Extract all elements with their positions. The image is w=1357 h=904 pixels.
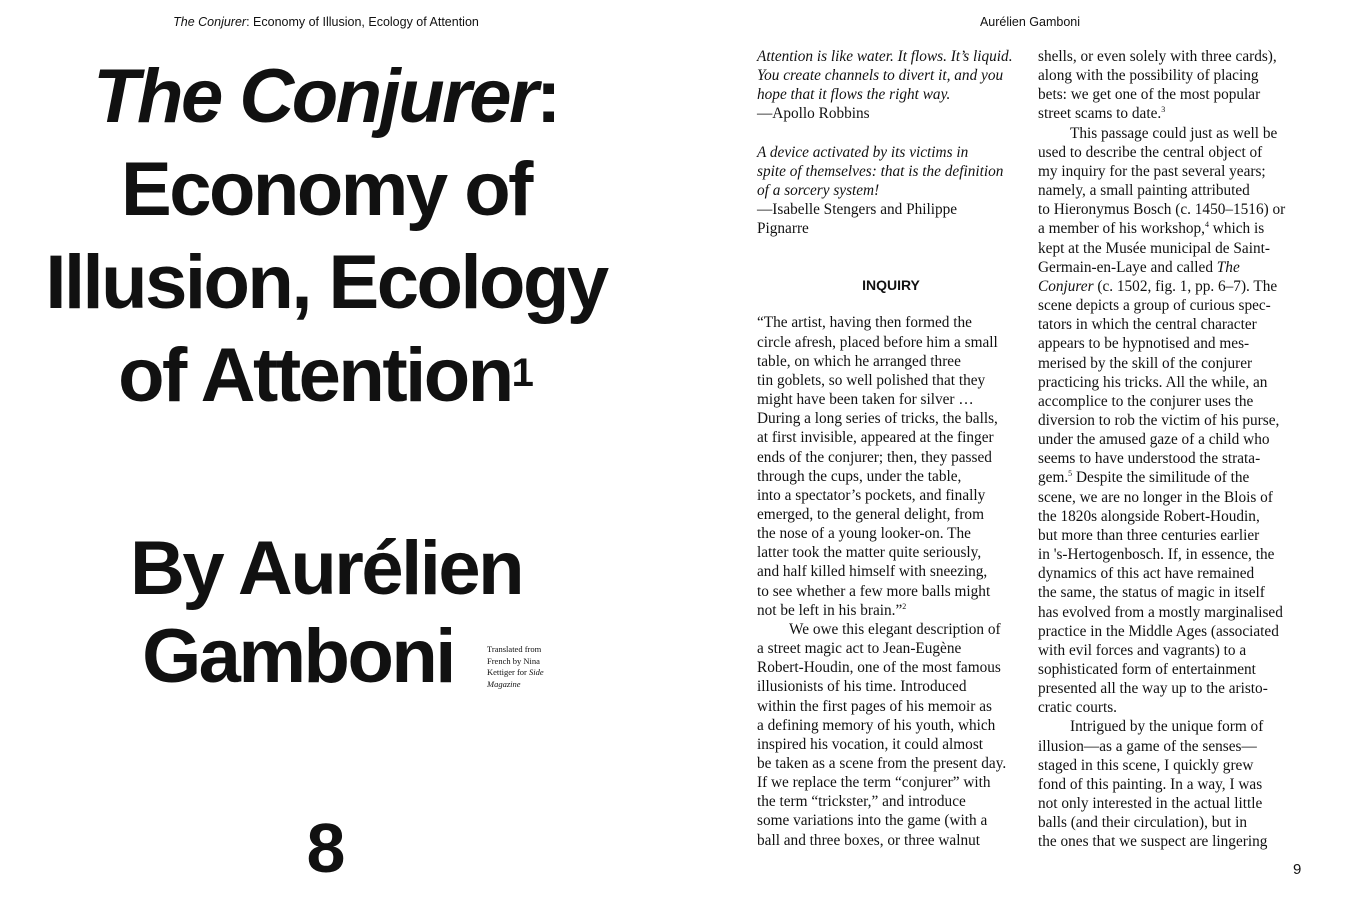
text-line: cratic courts. (1038, 699, 1117, 717)
paragraph-robert-houdin (757, 620, 1025, 850)
text-line: to see whether a few more balls might (757, 582, 991, 600)
text-line: inspired his vocation, it could almost (757, 735, 984, 753)
section-heading-inquiry: INQUIRY (862, 277, 920, 294)
footnote-marker-4[interactable]: 4 (1204, 220, 1209, 230)
text-line: some variations into the game (with a (757, 812, 988, 830)
scams-line (1038, 104, 1308, 123)
translator-note-line-3-text: Kettiger for (487, 667, 530, 677)
text-line: emerged, to the general delight, from (757, 505, 984, 523)
page-number-left: 8 (306, 809, 346, 887)
text-line: This passage could just as well be (1070, 124, 1278, 142)
called-line (1038, 258, 1308, 277)
translator-magazine-word2: Magazine (487, 678, 521, 689)
paragraph-bosch-museum (1038, 239, 1308, 258)
footnote-marker-3[interactable]: 3 (1161, 105, 1166, 115)
epigraph-stengers (757, 143, 1025, 239)
epigraph2-line3: of a sorcery system! (757, 181, 880, 199)
text-line: be taken as a scene from the present day. (757, 755, 1007, 772)
byline-line-1: By Aurélien (129, 526, 523, 611)
text-line: Robert-Houdin, one of the most famous (757, 659, 1001, 677)
text-line: practice in the Middle Ages (associated (1038, 622, 1279, 640)
title-line-4 (0, 329, 652, 422)
text-line: a street magic act to Jean-Eugène (757, 640, 962, 658)
text-line: into a spectator’s pockets, and finally (757, 486, 986, 504)
gem-rest: Despite the similitude of the (1072, 469, 1250, 487)
running-head-left-italic: The Conjurer (173, 15, 247, 29)
article-title (0, 50, 652, 422)
text-line: kept at the Musée municipal de Saint- (1038, 239, 1270, 257)
workshop-text: a member of his workshop, (1038, 220, 1205, 238)
text-line: has evolved from a mostly marginalised (1038, 603, 1283, 621)
byline-author-surname: Gamboni (142, 614, 454, 699)
text-line: bets: we get one of the most popular (1038, 86, 1261, 104)
translator-note (487, 644, 567, 690)
conjurer-rest: (c. 1502, fig. 1, pp. 6–7). The (1093, 277, 1278, 295)
translator-note-line-3 (487, 667, 567, 679)
gem-line (1038, 468, 1308, 487)
called-italic: The (1216, 258, 1240, 276)
paragraph-continuation (1038, 47, 1308, 104)
text-line: merised by the skill of the conjurer (1038, 354, 1253, 372)
text-line: sophisticated form of entertainment (1038, 661, 1256, 678)
quote-end-line (757, 601, 1025, 620)
text-line: We owe this elegant description of (789, 620, 1001, 638)
text-line: shells, or even solely with three cards), (1038, 48, 1277, 65)
running-head-left (0, 15, 652, 29)
translator-note-line-2: French by Nina (487, 655, 540, 666)
text-line: seems to have understood the strata- (1038, 450, 1261, 468)
paragraph-magic-status (1038, 488, 1308, 718)
text-line: circle afresh, placed before him a small (757, 333, 998, 351)
text-line: and half killed himself with sneezing, (757, 563, 988, 581)
text-line: staged in this scene, I quickly grew (1038, 756, 1254, 774)
text-line: the ones that we suspect are lingering (1038, 833, 1268, 851)
text-line: tators in which the central character (1038, 316, 1257, 334)
footnote-marker-5[interactable]: 5 (1068, 469, 1073, 479)
text-line: scene depicts a group of curious spec- (1038, 297, 1271, 315)
text-line: with evil forces and vagrants) to a (1038, 641, 1247, 659)
text-line: the 1820s alongside Robert-Houdin, (1038, 507, 1260, 525)
text-line: balls (and their circulation), but in (1038, 814, 1247, 832)
epigraph-robbins (757, 47, 1025, 124)
text-column-1 (757, 47, 1025, 850)
conjurer-italic: Conjurer (1038, 277, 1094, 295)
translator-magazine-word1: Side (529, 667, 544, 677)
text-line: appears to be hypnotised and mes- (1038, 335, 1250, 353)
text-line: scene, we are no longer in the Blois of (1038, 488, 1273, 506)
paragraph-intrigued (1038, 717, 1308, 851)
epigraph2-line1: A device activated by its victims in (757, 143, 969, 161)
running-head-right: Aurélien Gamboni (979, 15, 1081, 29)
quote-end-text: not be left in his brain.” (757, 601, 903, 619)
epigraph2-line2: spite of themselves: that is the definition (757, 162, 1004, 180)
text-line: not only interested in the actual little (1038, 795, 1263, 813)
text-line: used to describe the central object of (1038, 143, 1263, 161)
text-line: through the cups, under the table, (757, 467, 962, 485)
text-line: presented all the way up to the aristo- (1038, 680, 1268, 698)
scams-text: street scams to date. (1038, 105, 1162, 123)
text-line: diversion to rob the victim of his purse, (1038, 411, 1280, 429)
text-line: table, on which he arranged three (757, 352, 961, 370)
text-line: the term “trickster,” and introduce (757, 793, 966, 811)
epigraph1-line3: hope that it flows the right way. (757, 86, 951, 104)
running-head-left-rest: : Economy of Illusion, Ecology of Attention (246, 15, 479, 29)
epigraph1-attribution: —Apollo Robbins (757, 105, 870, 123)
epigraph1-line2: You create channels to divert it, and you (757, 67, 1004, 85)
text-line: within the first pages of his memoir as (757, 697, 992, 715)
text-line: namely, a small painting attributed (1038, 182, 1250, 200)
paragraph-bosch-painting (1038, 124, 1308, 201)
quote-robert-houdin (757, 313, 1025, 600)
text-line: dynamics of this act have remained (1038, 565, 1255, 583)
workshop-text-rest: which is (1208, 220, 1265, 238)
text-line: a defining memory of his youth, which (757, 716, 996, 734)
text-line: illusion—as a game of the senses— (1038, 737, 1257, 755)
text-line: might have been taken for silver … (757, 391, 974, 409)
workshop-line-2 (1038, 219, 1308, 238)
text-line: “The artist, having then formed the (757, 314, 972, 332)
title-italic: The Conjurer (93, 54, 537, 139)
translator-note-line-1: Translated from (487, 644, 542, 654)
text-line: accomplice to the conjurer uses the (1038, 392, 1254, 410)
gem-text: gem. (1038, 469, 1069, 487)
text-line: fond of this painting. In a way, I was (1038, 775, 1263, 793)
title-line-3: Illusion, Ecology (45, 240, 607, 325)
text-line: ends of the conjurer; then, they passed (757, 448, 992, 466)
text-line: latter took the matter quite seriously, (757, 544, 982, 562)
workshop-line-1: to Hieronymus Bosch (c. 1450–1516) or (1038, 201, 1286, 219)
title-footnote-marker[interactable]: 1 (511, 351, 534, 395)
footnote-marker-2[interactable]: 2 (902, 601, 907, 611)
title-line-2: Economy of (121, 147, 531, 232)
text-column-2 (1038, 47, 1308, 852)
text-line: the same, the status of magic in itself (1038, 584, 1265, 602)
text-line: practicing his tricks. All the while, an (1038, 373, 1268, 391)
epigraph2-attribution-2: Pignarre (757, 220, 809, 238)
title-line-4-text: of Attention (118, 333, 512, 418)
paragraph-scene-description (1038, 296, 1308, 468)
text-line: Intrigued by the unique form of (1070, 718, 1264, 736)
text-line: tin goblets, so well polished that they (757, 371, 986, 389)
text-line: During a long series of tricks, the balls, (757, 410, 998, 428)
text-line: in 's-Hertogenbosch. If, in essence, the (1038, 546, 1275, 564)
epigraph1-line1: Attention is like water. It flows. It’s liquid. (757, 48, 1013, 65)
conjurer-line (1038, 277, 1308, 296)
text-line: but more than three centuries earlier (1038, 526, 1260, 544)
title-colon: : (536, 54, 559, 139)
called-text: Germain-en-Laye and called (1038, 258, 1217, 276)
text-line: at first invisible, appeared at the finger (757, 429, 994, 447)
text-line: along with the possibility of placing (1038, 67, 1259, 85)
text-line: If we replace the term “conjurer” with (757, 774, 991, 792)
translator-note-line-4 (487, 679, 567, 691)
epigraph2-attribution-1: —Isabelle Stengers and Philippe (757, 201, 958, 219)
text-line: my inquiry for the past several years; (1038, 162, 1266, 180)
page-number-right: 9 (1293, 861, 1302, 878)
text-line: ball and three boxes, or three walnut (757, 831, 980, 849)
text-line: the nose of a young looker-on. The (757, 525, 971, 543)
text-line: illusionists of his time. Introduced (757, 678, 967, 696)
title-line-1 (0, 50, 652, 143)
text-line: under the amused gaze of a child who (1038, 431, 1270, 449)
